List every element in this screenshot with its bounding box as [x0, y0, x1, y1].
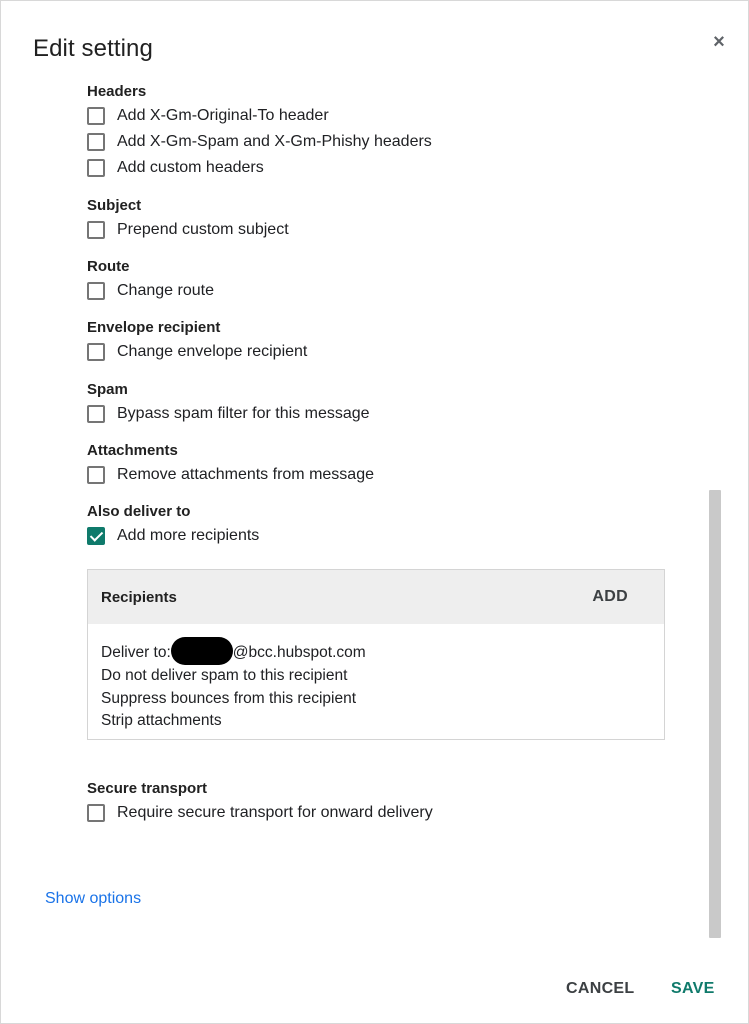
- option-label: Add X-Gm-Original-To header: [117, 107, 329, 124]
- show-options-link[interactable]: Show options: [45, 890, 142, 907]
- option-require-secure-transport[interactable]: [87, 802, 433, 824]
- checkbox[interactable]: [87, 159, 105, 177]
- section-title-spam: Spam: [87, 381, 128, 398]
- recipient-setting-line: Do not deliver spam to this recipient: [101, 667, 348, 684]
- add-recipient-button[interactable]: ADD: [592, 588, 628, 605]
- cancel-button[interactable]: CANCEL: [566, 980, 635, 997]
- save-button[interactable]: SAVE: [671, 980, 715, 997]
- section-title-route: Route: [87, 258, 130, 275]
- checkbox[interactable]: [87, 343, 105, 361]
- checkbox[interactable]: [87, 282, 105, 300]
- checkbox[interactable]: [87, 466, 105, 484]
- deliver-to-domain: @bcc.hubspot.com: [232, 644, 366, 661]
- recipients-title: Recipients: [101, 588, 177, 606]
- checkbox[interactable]: [87, 804, 105, 822]
- recipients-panel-header: [88, 570, 664, 624]
- recipient-setting-line: Suppress bounces from this recipient: [101, 689, 357, 707]
- option-add-more-recipients[interactable]: [87, 525, 259, 547]
- option-remove-attachments[interactable]: [87, 464, 374, 486]
- option-prepend-custom-subject[interactable]: [87, 219, 289, 241]
- redaction-mark: [171, 637, 233, 665]
- option-label: Prepend custom subject: [117, 221, 289, 238]
- option-label: Change envelope recipient: [117, 343, 308, 360]
- option-label: Bypass spam filter for this message: [117, 405, 370, 422]
- recipients-panel: [87, 569, 665, 740]
- section-title-subject: Subject: [87, 197, 142, 214]
- deliver-to-prefix: Deliver to:: [101, 644, 171, 661]
- option-label: Add custom headers: [117, 159, 264, 176]
- option-label: Add more recipients: [117, 527, 260, 544]
- section-title-envelope-recipient: Envelope recipient: [87, 319, 221, 336]
- section-title-also-deliver-to: Also deliver to: [87, 503, 191, 520]
- close-icon[interactable]: ×: [713, 31, 725, 53]
- section-title-headers: Headers: [87, 83, 147, 100]
- scrollbar[interactable]: [709, 490, 721, 938]
- section-title-secure-transport: Secure transport: [87, 780, 208, 797]
- dialog-title: Edit setting: [33, 35, 153, 62]
- recipient-details[interactable]: [88, 624, 664, 733]
- option-change-route[interactable]: [87, 280, 214, 302]
- option-change-envelope-recipient[interactable]: [87, 341, 307, 363]
- option-add-x-gm-original-to[interactable]: [87, 105, 329, 127]
- option-add-x-gm-spam-phishy[interactable]: [87, 131, 432, 153]
- checkbox[interactable]: [87, 405, 105, 423]
- option-add-custom-headers[interactable]: [87, 157, 264, 179]
- checkbox[interactable]: [87, 221, 105, 239]
- checkbox[interactable]: [87, 107, 105, 125]
- option-bypass-spam-filter[interactable]: [87, 403, 370, 425]
- option-label: Require secure transport for onward delivery: [117, 804, 433, 821]
- option-label: Change route: [117, 282, 214, 299]
- option-label: Add X-Gm-Spam and X-Gm-Phishy headers: [117, 133, 432, 150]
- checkbox[interactable]: [87, 133, 105, 151]
- recipient-setting-line: Strip attachments: [101, 712, 222, 729]
- deliver-to-line: [101, 637, 651, 665]
- checkbox-checked[interactable]: [87, 527, 105, 545]
- option-label: Remove attachments from message: [117, 466, 374, 483]
- section-title-attachments: Attachments: [87, 442, 178, 459]
